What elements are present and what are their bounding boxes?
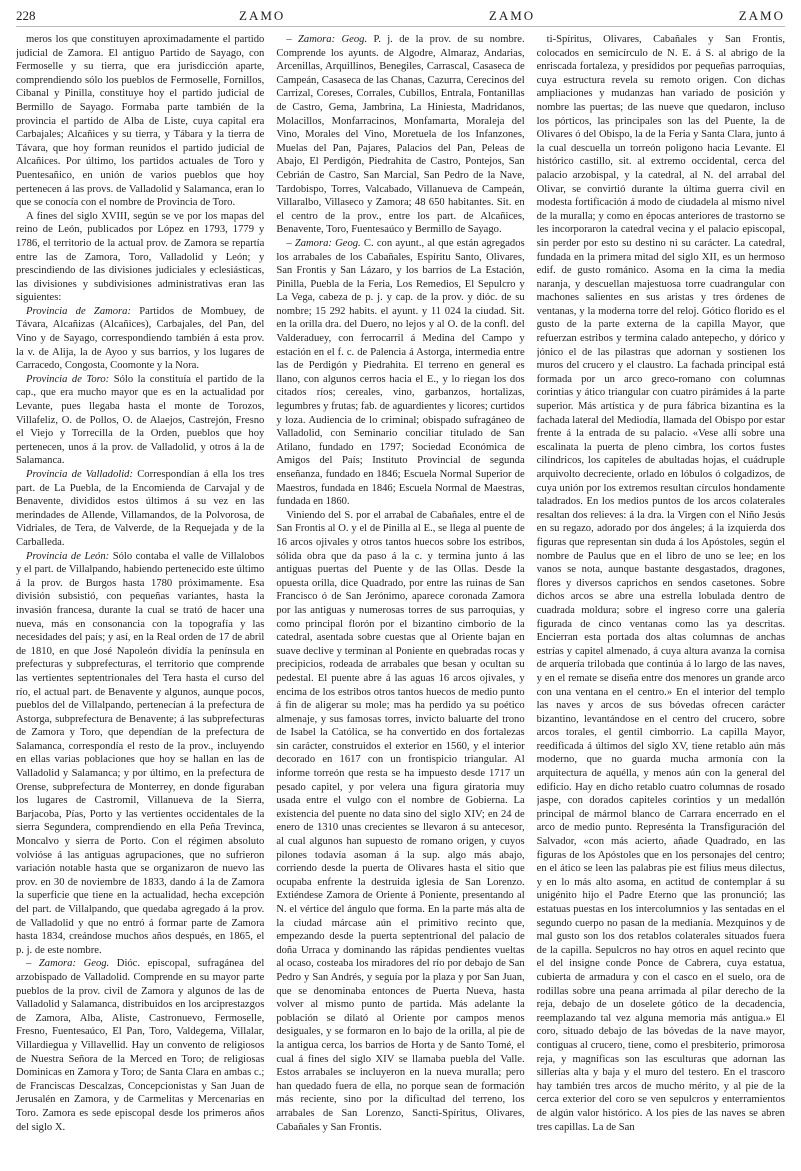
paragraph-text: Viniendo del S. por el arrabal de Cabañales, entre el de San Frontis al O. y el de Pinilla al E., se llega al puente de 16 arcos ojivales y otros tantos huecos sobre los estribos, sólida obra que da paso á la c. y termina junto á las antiguas puertas del Puente y de las Ollas. Desde la opuesta orilla, dice Quadrado, por entre las ruinas de San Francisco ó de San Jerónimo, aparece coronada Zamora por las antiguas y numerosas torres de sus parroquias, y como principal florón por el bizantino cimborio de la catedral, asentada sobre cuestas que al Oriente bajan en suave declive y terminan al Poniente en quebradas rocas y precipicios, rodeada de arrabales que besan y ocultan su pedestal. El puente abre á las aguas 16 arcos ojivales, y encima de los estribos otros tantos huecos de medio punto á fin de aligerar su mole; mas ha perdido ya su poético almenaje, y sus famosas torres, invicto baluarte del trono de Isabel la Católica, se ha convertido en dos fortalezas sin carácter, construidos el exterior en 1560, y el interior decorado en 1617 con un frontispicio triangular. Al informe torreón que resta se ha impuesto desde 1717 un pesado capitel, y por velera una figura giratoria muy usada entre el vulgo con el nombre de Gobierna. La existencia del puente no data sino del siglo XIV; en 24 de enero de 1310 unas crecientes se llevaron á su antecesor, al cual algunos han supuesto de romano origen, y cuyos pilones todavía asoman á la sup. algo más abajo, corriendo desde la puerta de Olivares hasta el sitio que ocupaba enfrente la destruida iglesia de San Lorenzo. Extiéndese Zamora de Oriente á Poniente, presentando al N. el vértice del ángulo que forma. En la parte más alta de la ciudad márcase aún el primitivo recinto que, empezando desde la puerta septentrional del palacio de doña Urraca y dominando las rápidas pendientes vueltas al ocaso, costeaba los miradores del río por debajo de San Pedro y San Andrés, y seguía por la plaza y por San Juan, que se denominaba entonces de Puerta Nueva, hasta volver al mismo punto de partida. Más adelante la población se dilató al Oriente por campos menos desiguales, y se formaron en lo bajo de la orilla, al pie de la antigua cerca, los barrios de Horta y de Santo Tomé, el cual á fines del siglo XIV se llamaba puebla del Valle. Estos arrabales se incluyeron en la nueva muralla; pero han quedado fuera de ella, no porque sean de formación más reciente, sino por la dificultad del terreno, los arrabales de San Lorenzo, Sancti-Spíritus, Olivares, Cabañales y San Frontis. bbox=[276, 509, 525, 1133]
paragraph bbox=[276, 509, 524, 1134]
paragraph bbox=[16, 373, 264, 468]
running-head-right: ZAMO bbox=[738, 8, 785, 23]
column-right bbox=[537, 33, 785, 1161]
paragraph-text: A fines del siglo XVIII, según se ve por los mapas del reino de León, publicados por López en 1793, 1779 y 1786, el territorio de la actual prov. de Zamora se repartía entre las de Zamora, Toro, Valladolid y León; y prescindiendo de las divisiones judiciales y eclesiásticas, las divisiones y subdivisiones administrativas eran las siguientes: bbox=[16, 210, 265, 304]
paragraph-text: Sólo la constituía el partido de la cap., que era mucho mayor que es en la actualidad por Levante, pues llegaba hasta el monte de Torozos, Villafeliz, O. de Pollos, O. de Alaejos, Castrejón, Fresno el Viejo y Torrecilla de la Orden, pueblos que hoy pertenecen, unos á la prov. de Valladolid, y otros á la de Salamanca. bbox=[16, 373, 265, 467]
entry-lead: – Zamora: Geog. bbox=[26, 958, 110, 970]
entry-lead: Provincia de Toro: bbox=[26, 373, 110, 385]
page-header bbox=[16, 8, 785, 27]
paragraph-text: meros los que constituyen aproximadamente el partido judicial de Zamora. El antiguo Partido de Sayago, con Fermoselle y su tierra, que era jurisdicción aparte, comprendiendo sólo los pueblos de Fermoselle, Fornillos, Cibanal y Pinilla, constituye hoy el partido judicial de Bermillo de Sayago. Formaba parte también de la provincia el partido de Alba de Liste, cuya capital era Carbajales; Alcañices y su tierra, y Tábara y la tierra de Távara, que hoy forman reunidos el partido judicial de Alcañices. Por último, los partidos actuales de Toro y Puentesañico, en unión de varios pueblos que hoy pertenecen á las provs. de Valladolid y Salamanca, eran lo que se conocía con el nombre de Provincia de Toro. bbox=[16, 34, 265, 209]
text-columns bbox=[16, 33, 785, 1161]
paragraph bbox=[16, 305, 264, 373]
paragraph bbox=[537, 33, 785, 1134]
paragraph bbox=[16, 957, 264, 1134]
paragraph bbox=[16, 33, 264, 210]
paragraph bbox=[276, 237, 524, 509]
running-head-left: ZAMO bbox=[239, 8, 286, 23]
entry-lead: – Zamora: Geog. bbox=[286, 34, 368, 45]
entry-lead: – Zamora: Geog. bbox=[286, 237, 361, 249]
paragraph-text: Dióc. episcopal, sufragánea del arzobispado de Valladolid. Comprende en su mayor parte pueblos de la prov. civil de Zamora y algunos de las de Valladolid y Salamanca, distribuidos en los arciprestazgos de Zamora, Alba, Aliste, Castronuevo, Fermoselle, Fresno, Fuentesaúco, El Pan, Toro, Valdegema, Villalar, Villardiegua y Villavellid. Hay un convento de religiosos de Nuestra Señora de la Merced en Toro; de religiosas Dominicas en Zamora y Toro; de Santa Clara en ambas c.; de Franciscas Descalzas, Concepcionistas y San Juan de Jerusalén en Zamora, y de Carmelitas y Mercenarias en Toro. Zamora es sede episcopal desde los primeros años del siglo X. bbox=[16, 958, 265, 1133]
paragraph bbox=[16, 550, 264, 958]
paragraph-text: C. con ayunt., al que están agregados los arrabales de los Cabañales, Espíritu Santo, Olivares, San Frontis y San Lázaro, y los barrios de La Estación, Pinilla, Puebla de la Feria, Los Remedios, El Sepulcro y La Vega, cabeza de p. j. y cap. de la prov. y dióc. de su nombre; 15 292 habits. el ayunt. y 11 024 la ciudad. Sit. en la orilla dra. del Duero, no lejos y al O. de la confl. del Valderaduey, con ferrocarril á Medina del Campo y estación en el f. c. de Palencia á Astorga, intermedia entre las de Perdigón y Piedrahita. El terreno en general es llano, con algunos cerros hacia el E., y lo riegan los dos citados ríos; cereales, vino, garbanzos, hortalizas, legumbres y frutas; fab. de aguardientes y licores; curtidos y loza. Audiencia de lo criminal; obispado sufragáneo de Valladolid, con Seminario conciliar titulado de San Atilano, fundado en 1797; Sociedad Económica de Amigos del País; Instituto Provincial de segunda enseñanza, fundado en 1846; Escuela Normal Superior de Maestros, fundada en 1846; Escuela Normal de Maestras, fundada en 1860. bbox=[276, 237, 525, 508]
entry-lead: Provincia de Zamora: bbox=[26, 305, 132, 317]
column-left bbox=[16, 33, 264, 1161]
paragraph-text: P. j. de la prov. de su nombre. Comprende los ayunts. de Algodre, Almaraz, Andarias, Arcenillas, Arquillinos, Benegiles, Carrascal, Casaseca de Campeán, Casaseca de las Chanas, Cazurra, Cerecinos del Carrizal, Coreses, Corrales, Cubillos, Entrala, Fontanillas de Castro, Gema, Jambrina, La Hiniesta, Madridanos, Molacillos, Monfarracinos, Monfamarta, Moraleja del Vino, Morales del Vino, Moretuela de los Infanzones, Muelas del Pan, Pajares, Palacios del Pan, Peleas de Abajo, El Perdigón, Piedrahita de Castro, Pontejos, San Cebrián de Castro, San Marcial, San Pedro de la Nave, Tardobispo, Torres, Valcabado, Villanueva de Campeán, Villaralbo, Villaseco y Zamora; 48 650 habitantes. Sit. en el centro de la prov., entre los part. de Alcañices, Benavente, Toro, Fuentesaúco y Bermillo de Sayago. bbox=[276, 34, 525, 236]
paragraph bbox=[276, 33, 524, 237]
paragraph bbox=[16, 468, 264, 550]
column-middle bbox=[276, 33, 524, 1161]
running-head-center: ZAMO bbox=[488, 8, 536, 23]
page-number: 228 bbox=[16, 8, 36, 23]
paragraph-text: ti-Spíritus, Olivares, Cabañales y San Frontis, colocados en semicírculo de N. E. á S. al abrigo de la enriscada fortaleza, y presididos por pequeñas parroquias, cuya estructura revela su remoto origen. Con dichas ampliaciones y mudanzas han variado de posición y nombre las puertas; de las nueve que quedaron, incluso los pórticos, las principales son las del Puente, la de Olivares ó del Obispo, la de la Feria y Santa Clara, junto á la cual descuella un torreón poligono hacia Levante. El histórico castillo, sit. al extremo occidental, cerca del palacio arzobispal, y la catedral, al N. del arrabal del Olivar, se convirtió durante la última guerra civil en modesta fortificación á modo de ciudadela al mismo nivel de la muralla; y como en épocas anteriores de trastorno se les incorporaron la catedral vecina y el palacio episcopal, sin perder por esto su destino ni su carácter. La catedral, fundada en la primera mitad del siglo XII, es un hermoso edif. de gusto románico. Asoma en la cima la media naranja, y descuellan majestuosa torre cuadrangular con machones salientes en sus aristas y tres órdenes de ventanas, y la moderna torre del reloj. Gótico florido es el gusto de la parte externa de la capilla Mayor, que refuerzan estribos y termina calado antepecho, y dórico y jónico el de las pilastras que adornan y sostienen los muros del crucero y el claustro. La fachada principal está formada por un arco greco-romano con columnas corintias y ático triangular con cuatro pirámides á la parte superior. Más artística y de pura fábrica bizantina es la fachada lateral del Mediodía, llamada del Obispo por estar frente á la entrada de su palacio. «Vese allí sobre una escalinata la puerta de pleno cimbra, los cortos fustes cilíndricos, los capiteles de abultadas hojas, el cuádruple arquivolto decreciente, orlado en lóbulos ó colgadizos, de cuya unión por los extremos resultan círculos hondamente taladrados. En los medios puntos de los arcos colaterales resaltan dos relieves: á la dra. la Virgen con el Niño Jesús en su regazo, adorado por dos ángeles; á la izquierda dos figuras que representan sin duda á los Apóstoles, según el nombre de Paulus que en el libro de uno se lee; en los vanos se nota, aunque bastante desgastados, dragones, flores y diversos caprichos en sendos casetones. Sobre dichos arcos se abre una estrella lobulada dentro de cuadrada moldura; sobre el ingreso corre una galería figurada de cinco ventanas como las ya descritas. Encierran esta portada dos altas columnas de anchas estrías y capitel almenado, á cuya altura avanza la cornisa de arquería trilobada que continúa á lo largo de las naves, y en el remate se diseña entre dos menores un grande arco con una ventana en el centro.» En el interior del templo las naves y arcos de sus bóvedas ofrecen carácter bizantino, levantándose en el centro del crucero, sobre arcos torales, el gentil cimborrio. La capilla Mayor, reedificada á últimos del siglo XV, tiene retablo aún más moderno, que no guarda mucha armonía con la arquitectura de aquélla, y menos aún con la general del edificio. Hay en dicho retablo cuatro columnas de rosado jaspe, con dorados capiteles corintios y un medallón principal de mármol blanco de Carrara encerrado en el arco de medio punto. Represénta la Transfiguración del Salvador, «con más acierto, añade Quadrado, en las figuras de los Apóstoles que en los personajes del centro; en el ático se leen las palabras pie est filius meus dilectus, y en lo más alto asoma, en actitud de contemplar á su unigénito hijo el Padre Eterno que las pronunció; las estatuas puestas en los intercolumnios y las sentadas en el segundo cuerpo no pasan de la medianía. Mezquinos y de mal gusto son los dos retablos colaterales situados fuera de la capilla. Sepulcros no hay otros en aquel recinto que el del insigne conde Ponce de Cabrera, cuya estatua, cubierta de armadura y con el casco en el suelo, ora de rodillas sobre una peana arrimada al pilar derecho de la reja, debajo de un doselete gótico de la decadencia, reemplazando tal vez alguna memoria más antigua.» El coro, situado debajo de las bóvedas de la nave mayor, contiguas al crucero, tiene, como el presbiterio, primorosa reja, y magníficas son las esculturas que adornan las sillerías alta y baja y el muro del testero. En el trascoro hay también tres arcos de mucho mérito, y al pie de la cerca exterior del coro se ven sepulcros y enterramientos de algún valor histórico. A los pies de las naves se abren tres capillas. La de San bbox=[536, 34, 785, 1133]
paragraph-text: Sólo contaba el valle de Villalobos y el part. de Villalpando, habiendo pertenecido este último á la prov. de Burgos hasta 1780 próximamente. Esa división subsistió, con pequeñas variantes, hasta la invasión francesa, durante la cual se trató de hacer una nueva, más en consonancia con la topografía y las necesidades del país; y así, en la Real orden de 17 de abril de 1810, en que José Napoleón dividía la península en prefecturas y subprefecturas, el territorio que comprende las vertientes septentrionales del Tera hasta el curso del río, el actual part. de Benavente y algunos, aunque pocos, pueblos del de Villalpando, pertenecían á la prefectura de Astorga, subprefectura de Benavente; á las subprefecturas de Zamora y Toro, que dependían de la prefectura de Salamanca, correspondía el resto de la prov., incluyendo en ellas varias poblaciones que hoy se hallan en las de Valladolid y Salamanca; y por último, en la prefectura de Orense, subprefectura de Monterrey, en donde figuraban los lugares de Castromil, Villanueva de la Sierra, Barjacoba, Pías, Porto y las vertientes occidentales de la sierra Segundera, comprendiendo en ella Peña Trevinca, Moncalvo y sierra de Porto. Con el régimen absoluto volvióse á las antiguas agrupaciones, que no sufrieron variación notable hasta que se organizaron de nuevo las prov. en 30 de noviembre de 1833, dando á la de Zamora la superficie que tiene en la actualidad, hecha excepción del part. de Villalpando, que quedaba agregado á la prov. de Valladolid y que no entró á formar parte de Zamora hasta 1834, creándose muchos años después, en 1865, el p. j. de este nombre. bbox=[16, 550, 265, 956]
entry-lead: Provincia de Valladolid: bbox=[26, 469, 133, 480]
entry-lead: Provincia de León: bbox=[26, 550, 110, 562]
paragraph-text: Partidos de Mombuey, de Távara, Alcañizas (Alcañices), Carbajales, del Pan, del Vino y de Sayago, correspondiendo también á esta prov. la v. de Alija, la de Ayoo y sus barrios, y los lugares de Carracedo, Congosta, Coomonte y la Nora. bbox=[16, 305, 265, 372]
paragraph-text: Correspondían á ella los tres part. de La Puebla, de la Encomienda de Carvajal y de Benavente, divididos estos últimos á su vez en las merindades de Allende, Villamandos, de la Polvorosa, de Vidriales, de Tera, de Valverde, de la Requejada y de la Carballeda. bbox=[16, 469, 265, 548]
paragraph bbox=[16, 210, 264, 305]
